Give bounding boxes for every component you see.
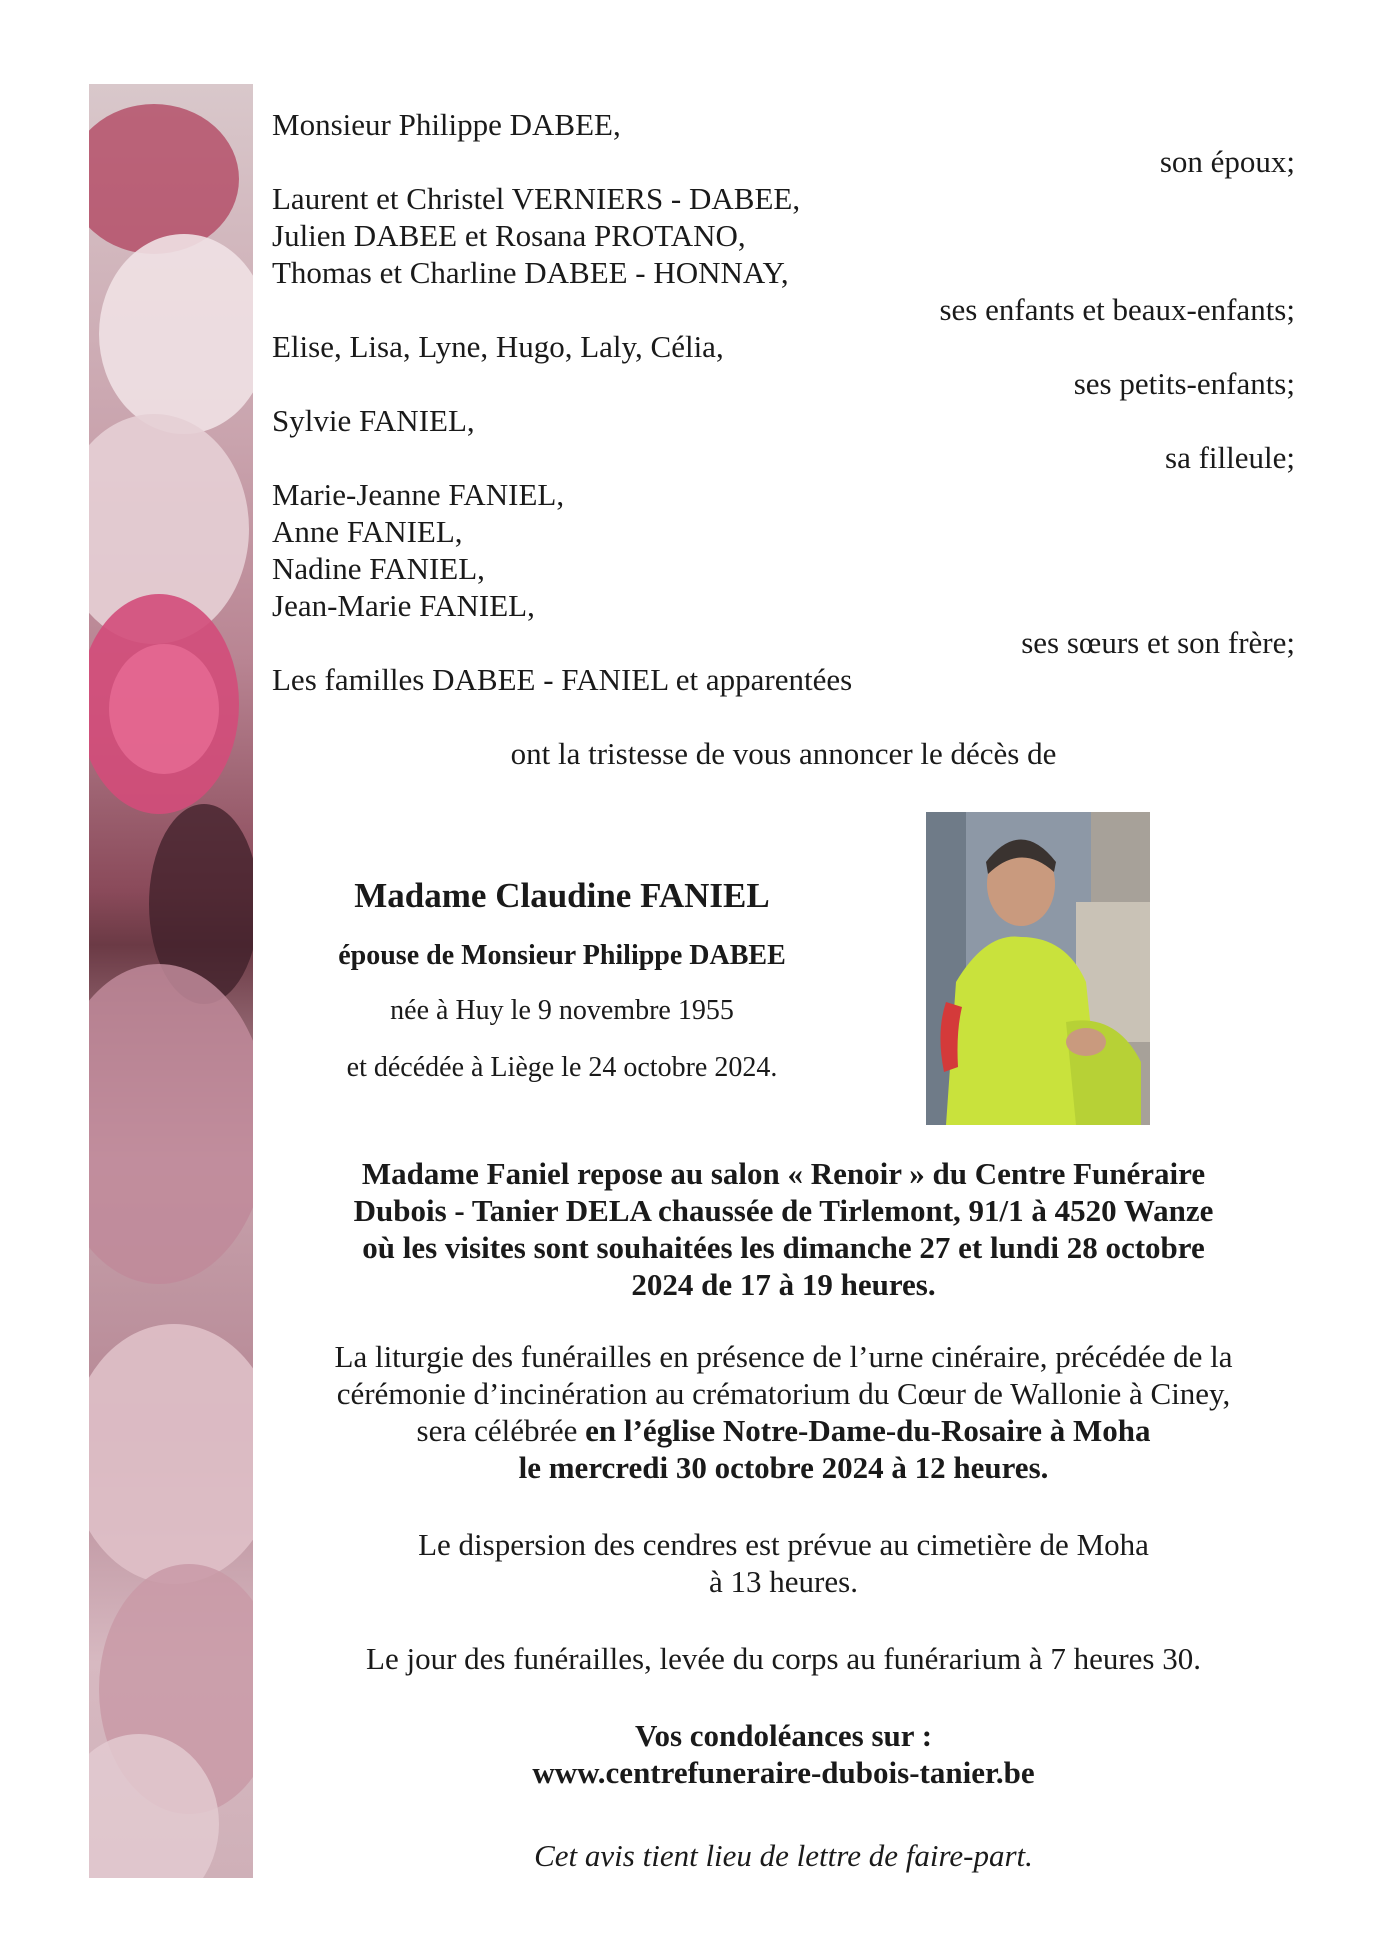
liturgy-plain: sera célébrée [416,1413,586,1448]
child-line: Laurent et Christel VERNIERS - DABEE, [272,181,801,216]
condolences-label: Vos condoléances sur : [634,1718,933,1753]
church-location: en l’église Notre-Dame-du-Rosaire à Moha [585,1413,1151,1448]
death-info: et décédée à Liège le 24 octobre 2024. [346,1052,778,1083]
liturgy-line [272,1412,1295,1449]
goddaughter-role: sa filleule; [1165,440,1295,475]
visit-line: Dubois - Tanier DELA chaussée de Tirlemont, 91/1 à 4520 Wanze [353,1193,1214,1228]
deceased-spouse: épouse de Monsieur Philippe DABEE [338,940,786,971]
children-role: ses enfants et beaux-enfants; [939,292,1295,327]
goddaughter: Sylvie FANIEL, [272,403,475,438]
dispersion-line: à 13 heures. [709,1564,858,1599]
sibling-line: Nadine FANIEL, [272,551,485,586]
closing-note: Cet avis tient lieu de lettre de faire-part. [534,1838,1033,1873]
sibling-line: Jean-Marie FANIEL, [272,588,535,623]
visit-line: où les visites sont souhaitées les dimanche 27 et lundi 28 octobre [362,1230,1205,1265]
sibling-line: Anne FANIEL, [272,514,463,549]
dispersion-line: Le dispersion des cendres est prévue au cimetière de Moha [418,1527,1149,1562]
spouse-name: Monsieur Philippe DABEE, [272,107,621,142]
siblings-role: ses sœurs et son frère; [1021,625,1295,660]
deceased-name: Madame Claudine FANIEL [354,876,770,915]
spouse-role: son époux; [1159,144,1295,179]
child-line: Julien DABEE et Rosana PROTANO, [272,218,746,253]
liturgy-line: La liturgie des funérailles en présence de l’urne cinéraire, précédée de la [334,1339,1233,1374]
visit-line: Madame Faniel repose au salon « Renoir » du Centre Funéraire [361,1156,1206,1191]
floral-decoration [89,84,253,1878]
portrait-photo [926,812,1150,1125]
levee-line: Le jour des funérailles, levée du corps au funérarium à 7 heures 30. [366,1641,1201,1676]
families-line: Les familles DABEE - FANIEL et apparentées [272,662,853,697]
announcement: ont la tristesse de vous annoncer le décès de [510,736,1057,771]
sibling-line: Marie-Jeanne FANIEL, [272,477,565,512]
condolences-url[interactable]: www.centrefuneraire-dubois-tanier.be [532,1755,1035,1790]
grandchildren-role: ses petits-enfants; [1073,366,1295,401]
grandchildren: Elise, Lisa, Lyne, Hugo, Laly, Célia, [272,329,724,364]
birth-info: née à Huy le 9 novembre 1955 [390,995,734,1026]
ceremony-date: le mercredi 30 octobre 2024 à 12 heures. [518,1450,1049,1485]
child-line: Thomas et Charline DABEE - HONNAY, [272,255,789,290]
visit-line: 2024 de 17 à 19 heures. [631,1267,936,1302]
liturgy-line: cérémonie d’incinération au crématorium du Cœur de Wallonie à Ciney, [336,1376,1231,1411]
